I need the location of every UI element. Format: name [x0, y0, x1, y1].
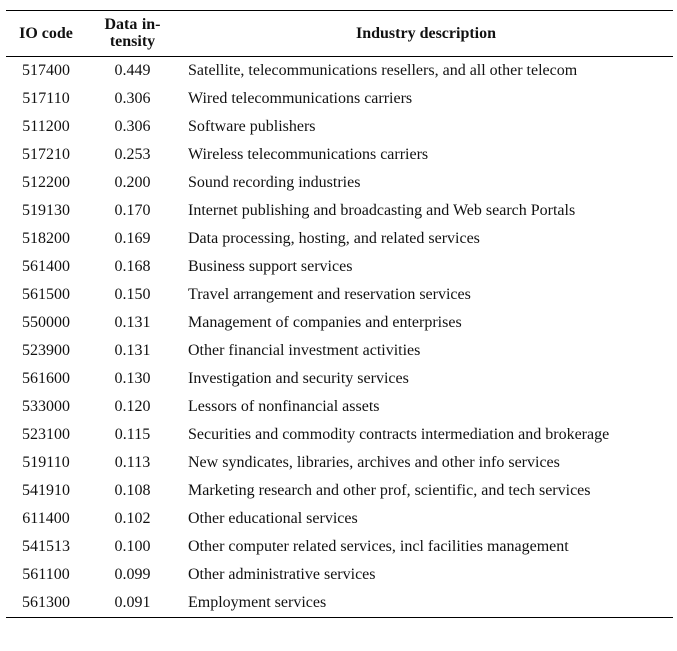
header-data-intensity	[86, 11, 179, 57]
table-row	[6, 365, 673, 393]
data-intensity-cell: 0.200	[114, 174, 151, 191]
table-row	[6, 309, 673, 337]
io-code-cell: 519110	[22, 454, 70, 471]
industry-description-cell: Wired telecommunications carriers	[188, 90, 413, 107]
table-row	[6, 57, 673, 86]
table-row	[6, 281, 673, 309]
table-row	[6, 505, 673, 533]
table-row	[6, 421, 673, 449]
header-intensity-word-in: in-	[141, 16, 161, 33]
io-code-cell: 517400	[22, 62, 70, 79]
io-code-cell: 533000	[22, 398, 70, 415]
data-intensity-cell: 0.306	[114, 90, 151, 107]
io-code-cell: 517210	[22, 146, 70, 163]
industry-description-cell: Travel arrangement and reservation services	[188, 286, 471, 303]
industry-description-cell: Data processing, hosting, and related services	[188, 230, 480, 247]
io-code-cell: 512200	[22, 174, 70, 191]
data-intensity-cell: 0.169	[114, 230, 151, 247]
io-code-cell: 523900	[22, 342, 70, 359]
data-intensity-cell: 0.168	[114, 258, 151, 275]
industry-description-cell: Wireless telecommunications carriers	[188, 146, 429, 163]
io-code-cell: 517110	[22, 90, 70, 107]
table-row	[6, 225, 673, 253]
data-intensity-cell: 0.120	[114, 398, 151, 415]
io-code-cell: 561100	[22, 566, 70, 583]
data-intensity-cell: 0.131	[114, 314, 151, 331]
io-code-cell: 511200	[22, 118, 70, 135]
industry-description-cell: Other educational services	[188, 510, 358, 527]
io-code-cell: 611400	[22, 510, 70, 527]
table-row	[6, 533, 673, 561]
industry-description-cell: Other administrative services	[188, 566, 376, 583]
industry-description-cell: Other computer related services, incl facilities management	[188, 538, 569, 555]
io-code-cell: 561400	[22, 258, 70, 275]
industry-description-cell: Securities and commodity contracts intermediation and brokerage	[188, 426, 610, 443]
data-intensity-cell: 0.108	[114, 482, 151, 499]
industry-description-cell: Satellite, telecommunications resellers, and all other telecom	[188, 62, 578, 79]
industry-description-cell: Software publishers	[188, 118, 316, 135]
table-row	[6, 113, 673, 141]
data-intensity-table	[6, 10, 673, 618]
data-intensity-cell: 0.150	[114, 286, 151, 303]
industry-description-cell: Employment services	[188, 594, 327, 611]
io-code-cell: 541513	[22, 538, 70, 555]
industry-description-cell: Investigation and security services	[188, 370, 409, 387]
table-row	[6, 589, 673, 618]
header-industry-description: Industry description	[355, 24, 497, 42]
data-intensity-cell: 0.253	[114, 146, 151, 163]
table-row	[6, 561, 673, 589]
header-intensity-word-data: Data	[104, 16, 138, 33]
io-code-cell: 519130	[22, 202, 70, 219]
table-row	[6, 337, 673, 365]
data-intensity-cell: 0.091	[114, 594, 151, 611]
table-row	[6, 141, 673, 169]
table-row	[6, 477, 673, 505]
io-code-cell: 561600	[22, 370, 70, 387]
table-row	[6, 449, 673, 477]
table-row	[6, 253, 673, 281]
table-body	[6, 57, 673, 618]
io-code-cell: 541910	[22, 482, 70, 499]
industry-description-cell: Management of companies and enterprises	[188, 314, 462, 331]
io-code-cell: 561300	[22, 594, 70, 611]
data-intensity-cell: 0.115	[114, 426, 151, 443]
industry-description-cell: Lessors of nonfinancial assets	[188, 398, 380, 415]
data-intensity-cell: 0.306	[114, 118, 151, 135]
header-row	[6, 11, 673, 57]
header-intensity-word-tensity: tensity	[109, 33, 156, 50]
data-intensity-cell: 0.102	[114, 510, 151, 527]
data-intensity-table-container	[6, 10, 673, 618]
data-intensity-cell: 0.100	[114, 538, 151, 555]
industry-description-cell: Internet publishing and broadcasting and Web search Portals	[188, 202, 576, 219]
io-code-cell: 550000	[22, 314, 70, 331]
table-row	[6, 85, 673, 113]
data-intensity-cell: 0.131	[114, 342, 151, 359]
table-row	[6, 169, 673, 197]
industry-description-cell: Marketing research and other prof, scientific, and tech services	[188, 482, 591, 499]
io-code-cell: 518200	[22, 230, 70, 247]
io-code-cell: 561500	[22, 286, 70, 303]
table-header	[6, 11, 673, 57]
header-io-code: IO code	[19, 24, 73, 42]
data-intensity-cell: 0.113	[114, 454, 151, 471]
table-row	[6, 393, 673, 421]
io-code-cell: 523100	[22, 426, 70, 443]
industry-description-cell: Other financial investment activities	[188, 342, 421, 359]
table-row	[6, 197, 673, 225]
data-intensity-cell: 0.170	[114, 202, 151, 219]
data-intensity-cell: 0.130	[114, 370, 151, 387]
data-intensity-cell: 0.449	[114, 62, 151, 79]
industry-description-cell: Business support services	[188, 258, 353, 275]
industry-description-cell: Sound recording industries	[188, 174, 361, 191]
industry-description-cell: New syndicates, libraries, archives and other info services	[188, 454, 560, 471]
data-intensity-cell: 0.099	[114, 566, 151, 583]
